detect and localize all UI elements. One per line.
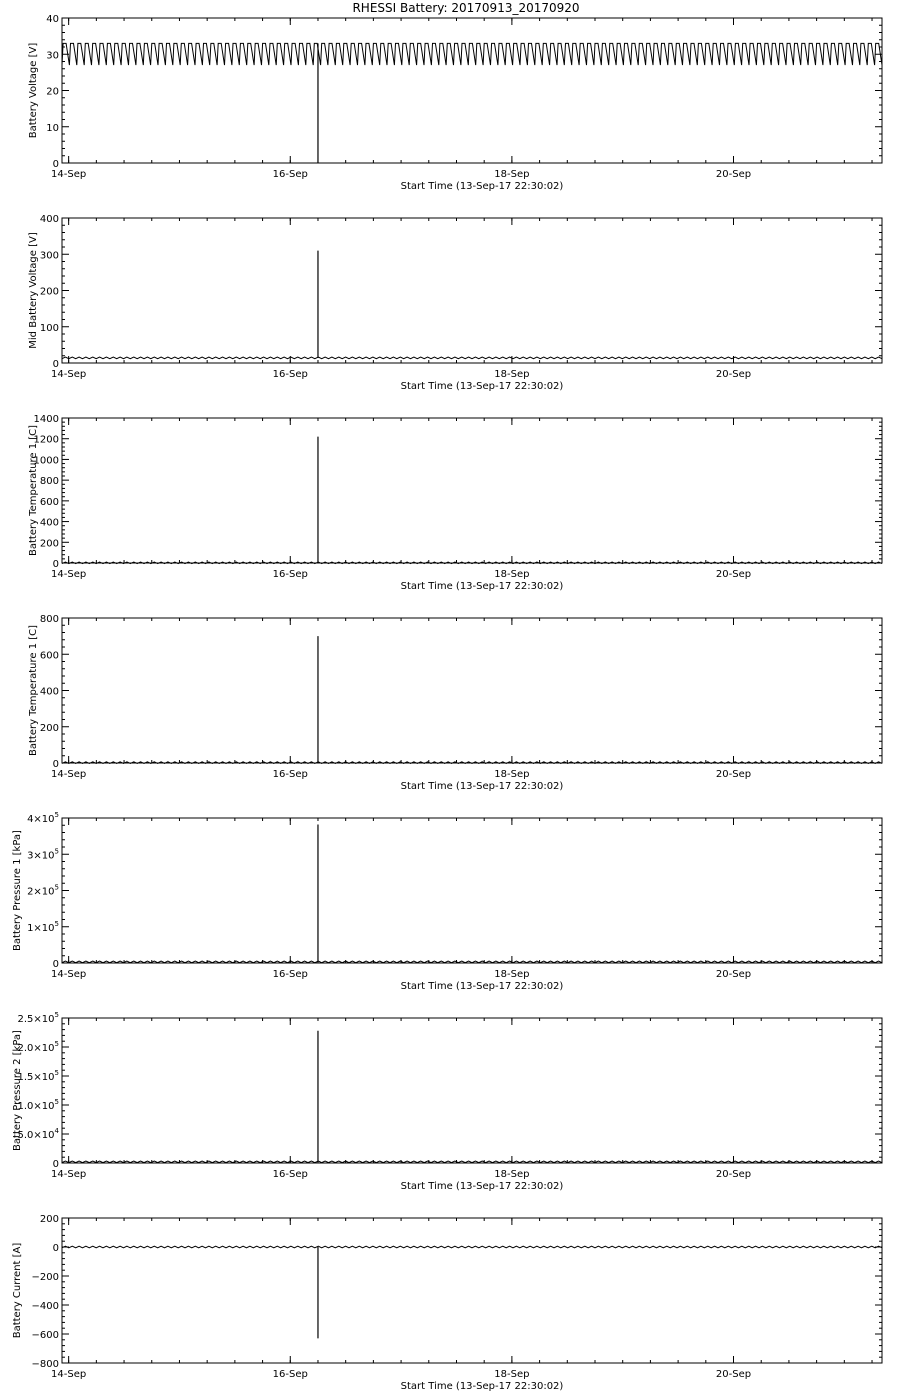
x-tick-label: 14-Sep [51,969,87,980]
y-tick-label [18,1069,59,1083]
y-tick-mantissa: 2×10 [27,886,55,898]
y-axis-label: Battery Temperature 1 [C] [28,424,39,557]
y-tick-exponent: 4 [54,1127,59,1135]
y-tick-label [27,884,59,898]
x-tick-label: 14-Sep [51,369,87,380]
y-tick-exponent: 5 [54,811,59,819]
y-tick-label: 400 [39,214,59,225]
y-tick-label: 0 [52,559,59,570]
y-axis-label: Battery Temperature 1 [C] [28,624,39,757]
y-tick-label: 1400 [33,414,59,425]
x-tick-label: 14-Sep [51,569,87,580]
y-tick-label: 800 [39,476,59,488]
x-tick-label: 20-Sep [715,569,752,580]
x-tick-label: 18-Sep [494,169,530,180]
y-tick-label: 200 [39,286,59,298]
y-tick-exponent: 5 [54,883,59,892]
figure-title: RHESSI Battery: 20170913_20170920 [352,1,580,15]
y-tick-label: 800 [39,614,59,625]
x-axis-label: Start Time (13-Sep-17 22:30:02) [400,181,564,192]
y-axis-label: Battery Voltage [V] [28,42,39,139]
y-tick-label: 600 [39,650,59,662]
y-tick-label: 200 [39,722,59,734]
x-tick-label: 20-Sep [715,369,752,380]
y-tick-label [18,1040,59,1054]
y-axis-label: Battery Current [A] [12,1242,23,1339]
y-tick-label: 100 [39,322,59,334]
y-tick-exponent: 5 [54,1040,59,1048]
y-tick-label: −200 [31,1272,59,1283]
y-tick-mantissa: 2.0×10 [17,1043,55,1054]
y-tick-label: 0 [52,359,59,370]
x-tick-label: 14-Sep [51,1169,87,1180]
y-tick-label: 400 [39,686,59,698]
x-tick-label: 16-Sep [272,569,308,580]
y-tick-label: 1000 [33,455,59,467]
x-tick-label: 18-Sep [494,769,530,780]
y-tick-label [27,920,59,934]
y-tick-label [18,1098,59,1112]
x-tick-label: 18-Sep [494,369,530,380]
y-tick-exponent: 5 [54,919,59,928]
x-tick-label: 20-Sep [715,1169,752,1180]
x-tick-label: 20-Sep [715,169,752,180]
x-tick-label: 16-Sep [272,1169,308,1180]
y-tick-label: 0 [52,759,59,770]
y-tick-mantissa: 3×10 [27,850,55,862]
y-tick-exponent: 5 [54,1069,59,1077]
y-tick-label: 200 [39,1214,59,1225]
y-tick-label [53,959,59,970]
y-tick-mantissa: 1×10 [27,922,55,934]
y-tick-mantissa: 4×10 [27,814,55,825]
y-tick-mantissa: 1.0×10 [17,1101,55,1112]
x-tick-label: 16-Sep [272,969,308,980]
x-axis-label: Start Time (13-Sep-17 22:30:02) [400,781,564,792]
x-tick-label: 20-Sep [715,969,752,980]
x-tick-label: 16-Sep [272,369,308,380]
y-tick-label [27,811,59,825]
x-axis-label: Start Time (13-Sep-17 22:30:02) [400,581,564,592]
y-axis-label: Battery Pressure 2 [kPa] [12,1030,23,1151]
x-axis-label: Start Time (13-Sep-17 22:30:02) [400,381,564,392]
x-tick-label: 20-Sep [715,1369,752,1380]
x-tick-label: 16-Sep [272,1369,308,1380]
y-tick-label [18,1011,59,1025]
y-tick-label: 10 [46,122,59,134]
y-tick-exponent: 5 [54,847,59,856]
y-tick-label: 200 [39,538,59,550]
x-tick-label: 14-Sep [51,169,87,180]
x-tick-label: 18-Sep [494,969,530,980]
y-tick-mantissa: 0 [52,1159,59,1170]
y-axis-label: Battery Pressure 1 [kPa] [12,830,23,951]
x-tick-label: 18-Sep [494,1169,530,1180]
y-tick-exponent: 5 [54,1011,59,1019]
y-tick-label: 1200 [33,434,59,446]
x-axis-label: Start Time (13-Sep-17 22:30:02) [400,1181,564,1192]
y-tick-label: 400 [39,517,59,529]
x-axis-label: Start Time (13-Sep-17 22:30:02) [400,981,564,992]
y-tick-label: 600 [39,496,59,508]
x-tick-label: 18-Sep [494,1369,530,1380]
y-tick-label: −400 [31,1301,59,1312]
x-axis-label: Start Time (13-Sep-17 22:30:02) [400,1381,564,1392]
y-tick-mantissa: 1.5×10 [17,1072,55,1083]
y-tick-label: 0 [52,1243,59,1254]
x-tick-label: 20-Sep [715,769,752,780]
y-tick-label: 20 [46,86,59,98]
y-tick-label: 0 [52,159,59,170]
y-tick-label: −800 [31,1359,59,1370]
y-tick-mantissa: 5.0×10 [17,1130,55,1141]
y-tick-mantissa: 2.5×10 [17,1014,55,1025]
y-tick-label: 30 [46,50,59,62]
x-tick-label: 16-Sep [272,769,308,780]
y-tick-label [53,1159,59,1170]
y-tick-label: 40 [46,14,59,25]
x-tick-label: 14-Sep [51,769,87,780]
x-tick-label: 14-Sep [51,1369,87,1380]
x-tick-label: 18-Sep [494,569,530,580]
y-tick-label: −600 [31,1330,59,1341]
x-tick-label: 16-Sep [272,169,308,180]
y-axis-label: Mid Battery Voltage [V] [28,232,39,349]
y-tick-label: 300 [39,250,59,262]
y-tick-label [18,1127,60,1141]
y-tick-label [27,847,59,861]
y-tick-exponent: 5 [54,1098,59,1106]
y-tick-mantissa: 0 [52,959,59,970]
